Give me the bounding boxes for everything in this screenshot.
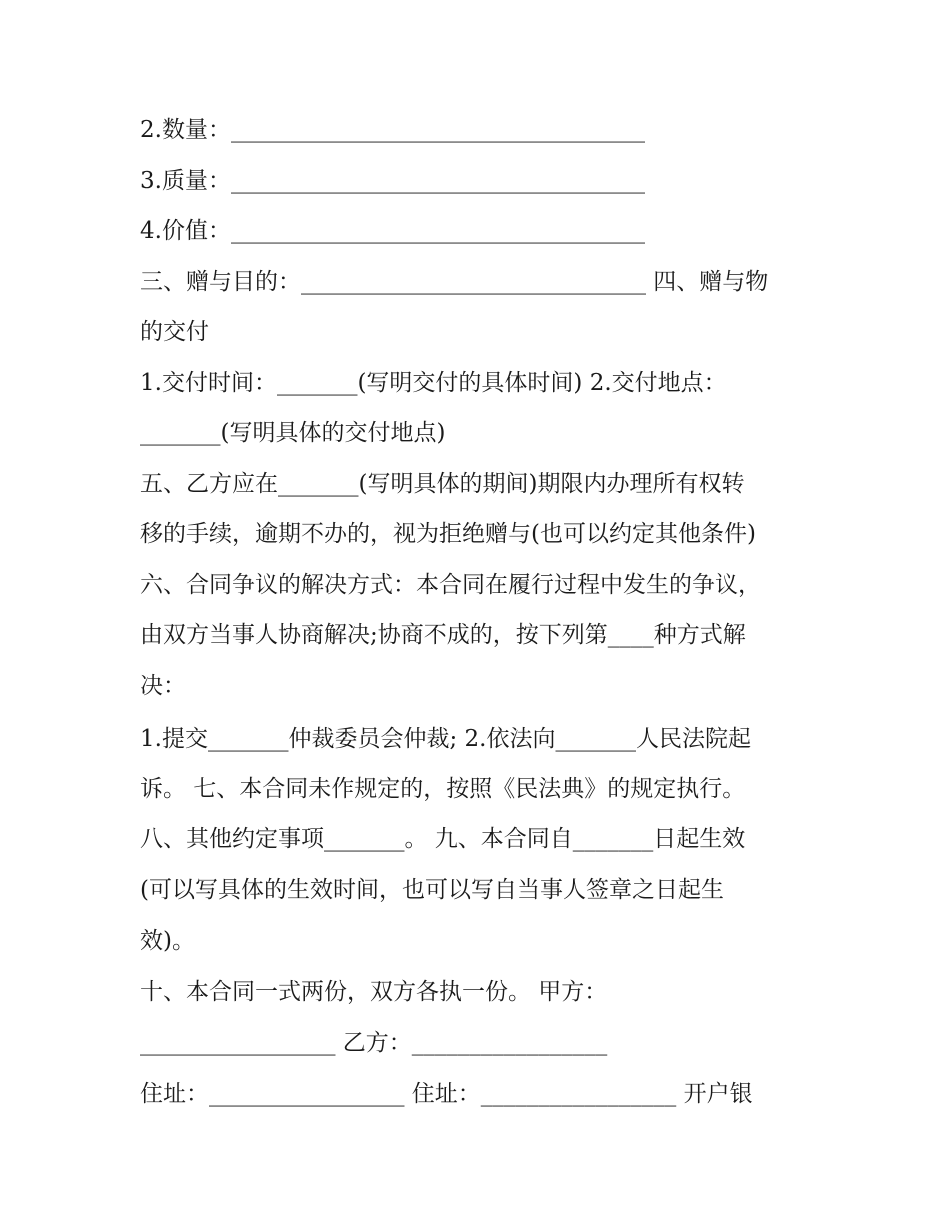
text-line-delivery-time: 1.交付时间：_______(写明交付的具体时间) 2.交付地点： <box>140 370 727 396</box>
text-line-addresses: 住址：_________________ 住址：_________________ 开户银 <box>140 1081 753 1107</box>
text-line-effective-date-end: 效)。 <box>140 928 195 954</box>
text-line-dispute-resolution-end: 决： <box>140 673 186 699</box>
text-line-purpose: 三、赠与目的：______________________________ 四、赠与物 <box>140 269 769 295</box>
text-line-value: 4.价值：____________________________________ <box>140 218 645 244</box>
text-line-copies: 十、本合同一式两份，双方各执一份。 甲方： <box>140 979 608 1005</box>
text-line-party-names: _________________ 乙方：_________________ <box>140 1030 608 1056</box>
text-line-ownership-transfer: 五、乙方应在_______(写明具体的期间)期限内办理所有权转 <box>140 471 745 497</box>
text-line-dispute-resolution-cont: 由双方当事人协商解决;协商不成的，按下列第____种方式解 <box>140 622 746 648</box>
text-line-other-matters: 八、其他约定事项_______。 九、本合同自_______日起生效 <box>140 826 746 852</box>
text-line-dispute-resolution: 六、合同争议的解决方式：本合同在履行过程中发生的争议， <box>140 572 761 598</box>
text-line-effective-date: (可以写具体的生效时间，也可以写自当事人签章之日起生 <box>140 877 724 903</box>
text-line-civil-code: 诉。 七、本合同未作规定的，按照《民法典》的规定执行。 <box>140 776 746 802</box>
text-line-quality: 3.质量：____________________________________ <box>140 168 645 194</box>
text-line-ownership-transfer-cont: 移的手续，逾期不办的，视为拒绝赠与(也可以约定其他条件) <box>140 521 756 547</box>
text-line-quantity: 2.数量：____________________________________ <box>140 117 645 143</box>
text-line-delivery-heading: 的交付 <box>140 319 209 345</box>
text-line-arbitration: 1.提交_______仲裁委员会仲裁; 2.依法向_______人民法院起 <box>140 726 751 752</box>
text-line-delivery-place: _______(写明具体的交付地点) <box>140 420 446 446</box>
